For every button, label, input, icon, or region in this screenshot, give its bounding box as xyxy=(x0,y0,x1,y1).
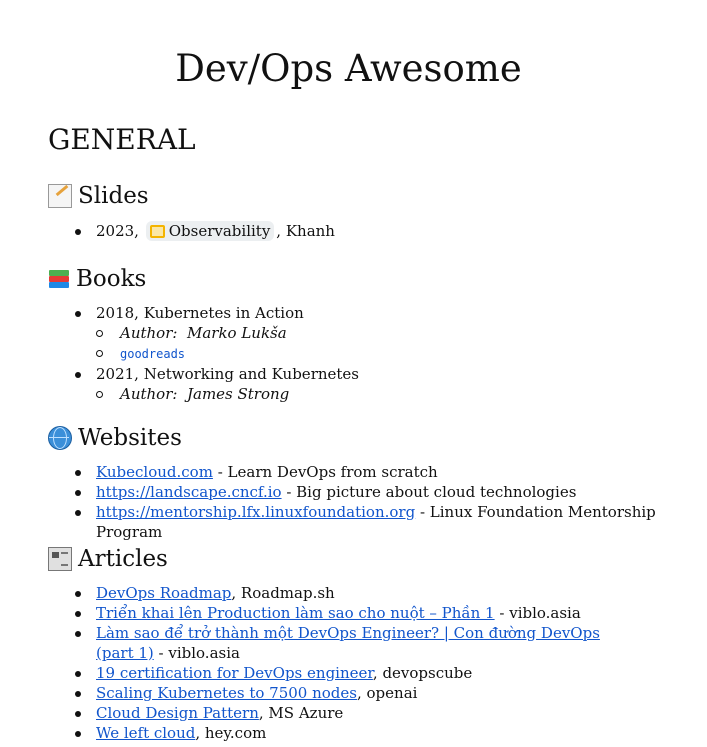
article-source: - viblo.asia xyxy=(494,604,581,622)
articles-heading xyxy=(48,543,168,575)
books-list xyxy=(72,303,359,404)
slides-icon xyxy=(150,225,165,238)
memo-icon xyxy=(48,184,72,208)
observability-slide-chip[interactable] xyxy=(146,221,275,241)
slides-heading xyxy=(48,180,149,212)
article-link[interactable]: DevOps Roadmap xyxy=(96,584,232,602)
page-title: Dev/Ops Awesome xyxy=(175,47,522,90)
websites-list xyxy=(72,462,707,542)
article-source: , MS Azure xyxy=(258,704,344,722)
list-item-sub xyxy=(72,384,359,404)
link-description: - Learn DevOps from scratch xyxy=(212,463,438,481)
articles-list xyxy=(72,583,632,743)
slide-year: 2023, xyxy=(96,222,139,240)
list-item xyxy=(72,364,359,384)
slide-author: , Khanh xyxy=(276,222,335,240)
list-item xyxy=(72,703,632,723)
list-item xyxy=(72,663,632,683)
article-link[interactable]: We left cloud xyxy=(96,724,196,742)
article-link[interactable]: 19 certification for DevOps engineer xyxy=(96,664,373,682)
slides-heading-label: Slides xyxy=(78,183,149,209)
newspaper-icon xyxy=(48,547,72,571)
books-heading-label: Books xyxy=(76,266,147,292)
article-source: , openai xyxy=(356,684,418,702)
websites-heading xyxy=(48,422,182,454)
list-item xyxy=(72,462,707,482)
article-link[interactable]: Làm sao để trở thành một DevOps Engineer? | Con đường DevOps (part 1) xyxy=(96,624,600,662)
lfx-mentorship-link[interactable]: https://mentorship.lfx.linuxfoundation.org xyxy=(96,503,416,521)
article-source: , Roadmap.sh xyxy=(231,584,335,602)
link-description: - Big picture about cloud technologies xyxy=(281,483,577,501)
cncf-landscape-link[interactable]: https://landscape.cncf.io xyxy=(96,483,282,501)
list-item xyxy=(72,623,632,663)
list-item xyxy=(72,683,632,703)
book-title: 2018, Kubernetes in Action xyxy=(96,304,304,322)
kubecloud-link[interactable]: Kubecloud.com xyxy=(96,463,213,481)
article-source: , hey.com xyxy=(195,724,267,742)
list-item xyxy=(72,221,335,241)
goodreads-link[interactable]: goodreads xyxy=(120,347,186,361)
link-description: - Linux Foundation Mentorship Program xyxy=(96,503,656,541)
section-heading-general: GENERAL xyxy=(48,123,196,156)
articles-heading-label: Articles xyxy=(78,546,168,572)
list-item xyxy=(72,723,632,743)
article-link[interactable]: Cloud Design Pattern xyxy=(96,704,259,722)
article-link[interactable]: Scaling Kubernetes to 7500 nodes xyxy=(96,684,357,702)
list-item xyxy=(72,583,632,603)
author-name: James Strong xyxy=(186,385,290,403)
list-item xyxy=(72,502,707,542)
list-item-sub xyxy=(72,343,359,364)
author-label: Author: xyxy=(120,324,178,342)
list-item xyxy=(72,303,359,323)
book-title: 2021, Networking and Kubernetes xyxy=(96,365,359,383)
article-source: , devopscube xyxy=(372,664,473,682)
list-item xyxy=(72,603,632,623)
books-icon xyxy=(48,268,70,290)
slides-list xyxy=(72,221,335,241)
globe-icon xyxy=(48,426,72,450)
books-heading xyxy=(48,263,146,295)
list-item-sub xyxy=(72,323,359,343)
chip-label: Observability xyxy=(168,222,271,240)
websites-heading-label: Websites xyxy=(78,425,182,451)
author-label: Author: xyxy=(120,385,178,403)
article-link[interactable]: Triển khai lên Production làm sao cho nuột – Phần 1 xyxy=(96,604,495,622)
article-source: - viblo.asia xyxy=(153,644,240,662)
author-name: Marko Lukša xyxy=(186,324,287,342)
list-item xyxy=(72,482,707,502)
